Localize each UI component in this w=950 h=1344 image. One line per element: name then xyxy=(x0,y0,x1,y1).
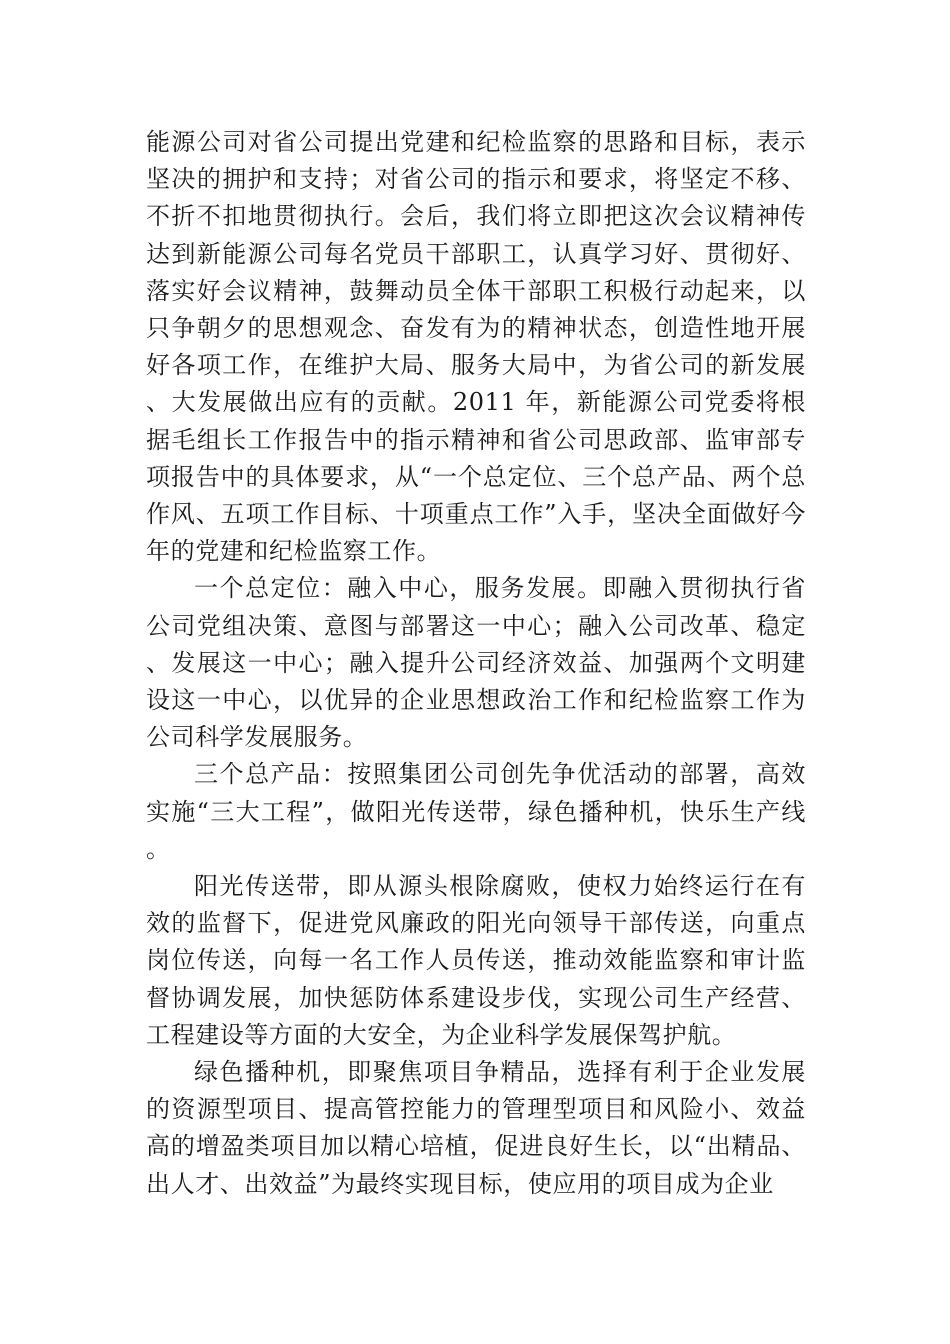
paragraph-continuation: 能源公司对省公司提出党建和纪检监察的思路和目标，表示坚决的拥护和支持；对省公司的指示和要求，将坚定不移、不折不扣地贯彻执行。会后，我们将立即把这次会议精神传达到新能源公司每名党员干部职工，认真学习好、贯彻好、落实好会议精神，鼓舞动员全体干部职工积极行动起来，以只争朝夕的思想观念、奋发有为的精神状态，创造性地开展好各项工作，在维护大局、服务大局中，为省公司的新发展、大发展做出应有的贡献。2011 年，新能源公司党委将根据毛组长工作报告中的指示精神和省公司思政部、监审部专项报告中的具体要求，从“一个总定位、三个总产品、两个总作风、五项工作目标、十项重点工作”入手，坚决全面做好今年的党建和纪检监察工作。 xyxy=(146,128,806,566)
paragraph-sunshine-conveyor: 阳光传送带，即从源头根除腐败，使权力始终运行在有效的监督下，促进党风廉政的阳光向领导干部传送，向重点岗位传送，向每一名工作人员传送，推动效能监察和审计监督协调发展，加快惩防体系建设步伐，实现公司生产经营、工程建设等方面的大安全，为企业科学发展保驾护航。 xyxy=(146,872,806,1049)
paragraph-green-seeder: 绿色播种机，即聚焦项目争精品，选择有利于企业发展的资源型项目、提高管控能力的管理型项目和风险小、效益高的增盈类项目加以精心培植，促进良好生长，以“出精品、出人才、出效益”为最终实现目标，使应用的项目成为企业 xyxy=(146,1058,806,1198)
paragraph-three-products: 三个总产品：按照集团公司创先争优活动的部署，高效实施“三大工程”，做阳光传送带，绿色播种机，快乐生产线。 xyxy=(146,760,806,863)
document-body xyxy=(146,124,806,1203)
paragraph-overall-positioning: 一个总定位：融入中心，服务发展。即融入贯彻执行省公司党组决策、意图与部署这一中心；融入公司改革、稳定、发展这一中心；融入提升公司经济效益、加强两个文明建设这一中心，以优异的企业思想政治工作和纪检监察工作为公司科学发展服务。 xyxy=(146,574,806,752)
